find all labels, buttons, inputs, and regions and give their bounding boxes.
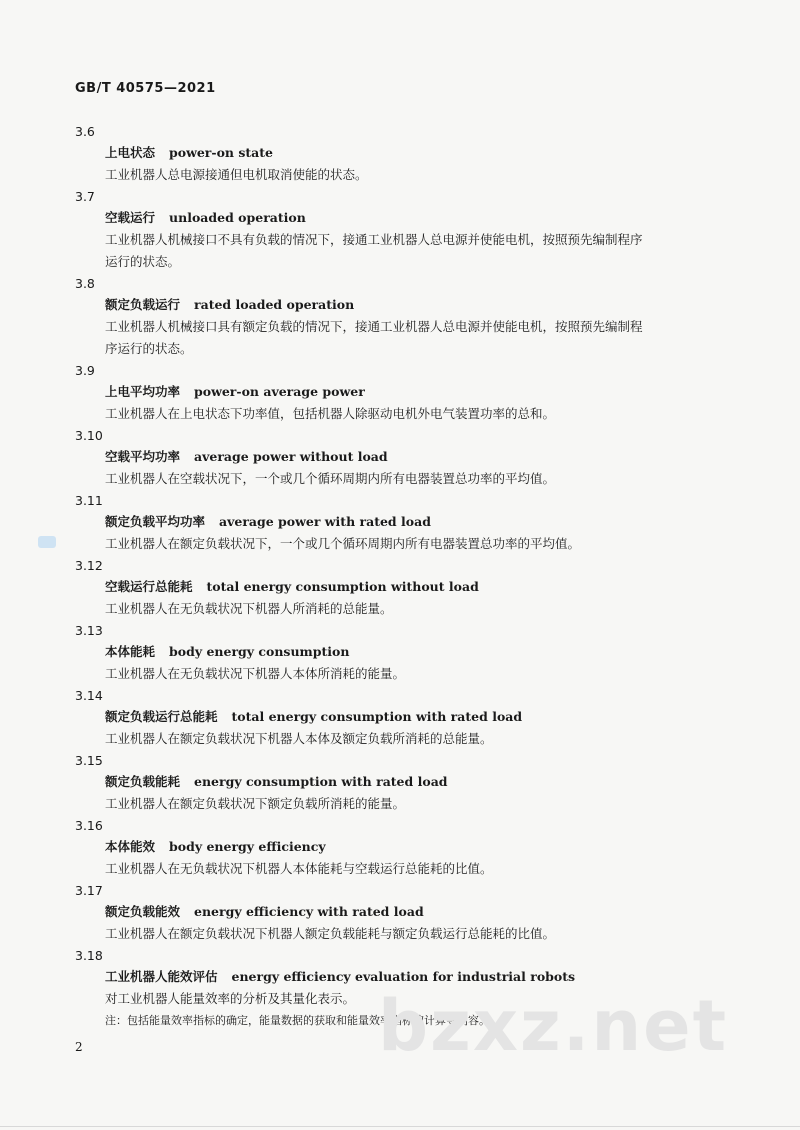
term-chinese: 工业机器人能效评估 <box>105 969 218 984</box>
term-chinese: 额定负载运行 <box>105 297 181 312</box>
term-definition: 对工业机器人能量效率的分析及其量化表示。 <box>105 991 356 1006</box>
term-english: energy efficiency with rated load <box>194 904 424 919</box>
term-english: energy efficiency evaluation for industrial robots <box>231 969 576 984</box>
term-entry <box>75 880 735 945</box>
term-definition: 工业机器人机械接口不具有负载的情况下，接通工业机器人总电源并使能电机，按照预先编制程序 <box>105 232 643 247</box>
term-title <box>75 771 735 793</box>
term-definition: 工业机器人在额定负载状况下机器人额定负载能耗与额定负载运行总能耗的比值。 <box>105 926 556 941</box>
term-definition: 工业机器人机械接口具有额定负载的情况下，接通工业机器人总电源并使能电机，按照预先编制程 <box>105 319 643 334</box>
term-number: 3.15 <box>75 753 103 768</box>
term-title <box>75 294 735 316</box>
term-english: power-on state <box>169 145 273 160</box>
term-chinese: 空载平均功率 <box>105 449 181 464</box>
term-english: body energy efficiency <box>169 839 326 854</box>
term-entry <box>75 555 735 620</box>
term-english: average power without load <box>194 449 388 464</box>
term-definition: 运行的状态。 <box>105 254 181 269</box>
term-number: 3.13 <box>75 623 103 638</box>
standard-code: GB/T 40575—2021 <box>75 81 216 96</box>
term-definition: 工业机器人在无负载状况下机器人本体能耗与空载运行总能耗的比值。 <box>105 861 493 876</box>
term-entry <box>75 425 735 490</box>
bottom-divider <box>0 1126 800 1127</box>
term-number: 3.17 <box>75 883 103 898</box>
term-definition: 工业机器人在无负载状况下机器人本体所消耗的能量。 <box>105 666 406 681</box>
term-entry <box>75 815 735 880</box>
term-entry <box>75 620 735 685</box>
term-definition: 工业机器人在额定负载状况下额定负载所消耗的能量。 <box>105 796 406 811</box>
term-number: 3.6 <box>75 124 95 139</box>
term-definition: 工业机器人在上电状态下功率值，包括机器人除驱动电机外电气装置功率的总和。 <box>105 406 556 421</box>
term-chinese: 本体能效 <box>105 839 156 854</box>
term-title <box>75 836 735 858</box>
term-title <box>75 901 735 923</box>
term-note: 注：包括能量效率指标的确定，能量数据的获取和能量效率指标的计算等内容。 <box>105 1014 490 1027</box>
term-title <box>75 142 735 164</box>
term-entry <box>75 186 735 273</box>
term-number: 3.11 <box>75 493 103 508</box>
term-number: 3.14 <box>75 688 103 703</box>
term-english: total energy consumption with rated load <box>231 709 523 724</box>
term-chinese: 额定负载平均功率 <box>105 514 206 529</box>
page-number: 2 <box>75 1040 83 1054</box>
term-chinese: 空载运行总能耗 <box>105 579 193 594</box>
term-number: 3.9 <box>75 363 95 378</box>
term-entry <box>75 750 735 815</box>
term-english: total energy consumption without load <box>206 579 479 594</box>
term-number: 3.18 <box>75 948 103 963</box>
term-chinese: 上电状态 <box>105 145 156 160</box>
term-title <box>75 446 735 468</box>
term-number: 3.16 <box>75 818 103 833</box>
term-chinese: 上电平均功率 <box>105 384 181 399</box>
term-definition: 工业机器人在额定负载状况下机器人本体及额定负载所消耗的总能量。 <box>105 731 493 746</box>
term-definition: 序运行的状态。 <box>105 341 193 356</box>
term-number: 3.10 <box>75 428 103 443</box>
term-title <box>75 576 735 598</box>
term-title <box>75 381 735 403</box>
term-english: power-on average power <box>194 384 365 399</box>
term-title <box>75 641 735 663</box>
term-english: unloaded operation <box>169 210 306 225</box>
term-definition: 工业机器人总电源接通但电机取消使能的状态。 <box>105 167 368 182</box>
term-number: 3.8 <box>75 276 95 291</box>
side-marker-icon <box>38 536 56 548</box>
term-entry <box>75 121 735 186</box>
term-english: energy consumption with rated load <box>194 774 448 789</box>
term-entry <box>75 273 735 360</box>
term-english: average power with rated load <box>219 514 431 529</box>
term-english: body energy consumption <box>169 644 350 659</box>
term-chinese: 额定负载运行总能耗 <box>105 709 218 724</box>
terms-list <box>75 121 735 1031</box>
term-chinese: 本体能耗 <box>105 644 156 659</box>
term-title <box>75 511 735 533</box>
term-english: rated loaded operation <box>194 297 355 312</box>
term-number: 3.7 <box>75 189 95 204</box>
term-number: 3.12 <box>75 558 103 573</box>
watermark: bzxz.net <box>378 985 729 1067</box>
term-chinese: 额定负载能效 <box>105 904 181 919</box>
term-chinese: 额定负载能耗 <box>105 774 181 789</box>
term-entry <box>75 490 735 555</box>
term-entry <box>75 685 735 750</box>
term-definition: 工业机器人在额定负载状况下，一个或几个循环周期内所有电器装置总功率的平均值。 <box>105 536 581 551</box>
term-entry <box>75 360 735 425</box>
term-title <box>75 207 735 229</box>
term-definition: 工业机器人在无负载状况下机器人所消耗的总能量。 <box>105 601 393 616</box>
term-title <box>75 706 735 728</box>
term-chinese: 空载运行 <box>105 210 156 225</box>
term-definition: 工业机器人在空载状况下，一个或几个循环周期内所有电器装置总功率的平均值。 <box>105 471 556 486</box>
